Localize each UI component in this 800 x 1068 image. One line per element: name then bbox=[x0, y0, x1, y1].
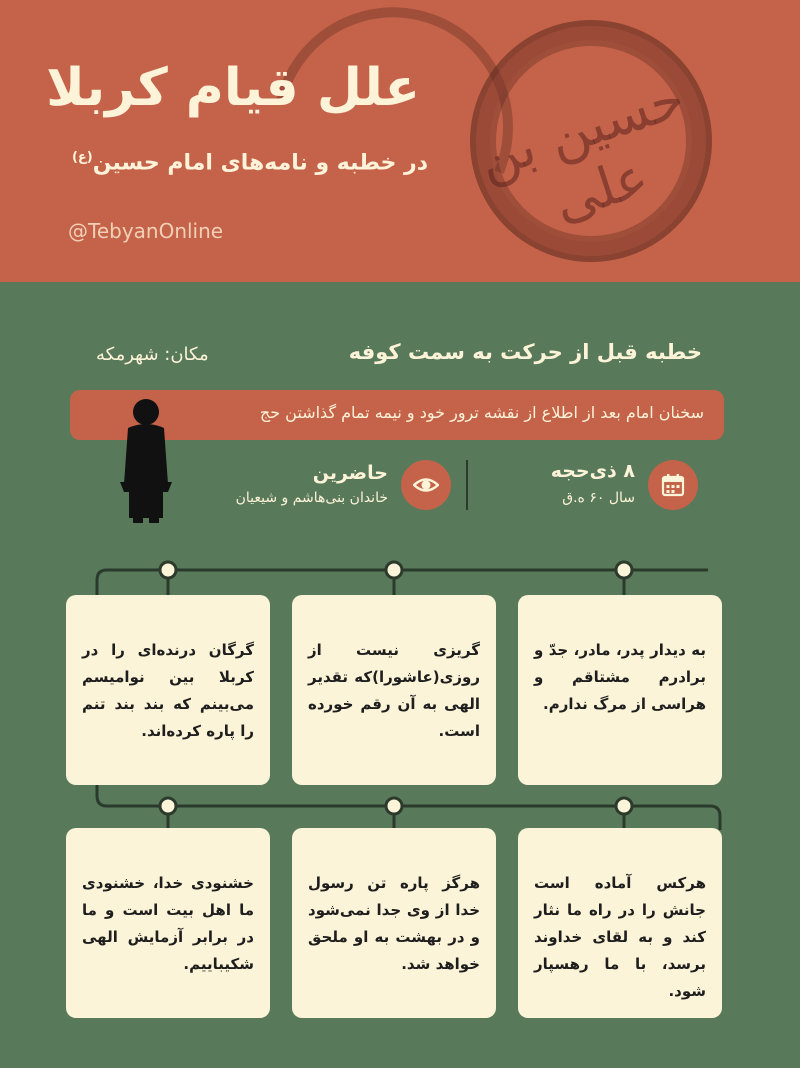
page-title: علل قیام کربلا bbox=[46, 58, 420, 118]
quote-card-2 bbox=[292, 595, 496, 785]
place-label: مکان: شهرمکه bbox=[96, 344, 209, 365]
quote-text-4: هرکس آماده است جانش را در راه ما نثار کند و به لقای خداوند برسد، با ما رهسپار شود. bbox=[534, 874, 706, 1000]
attendees-subtitle: خاندان بنی‌هاشم و شیعیان bbox=[235, 490, 388, 506]
quote-text-5: هرگز پاره تن رسول خدا از وی جدا نمی‌شود و در بهشت به او ملحق خواهد شد. bbox=[308, 874, 480, 973]
speech-title: خطبه قبل از حرکت به سمت کوفه bbox=[348, 340, 702, 364]
quote-card-1 bbox=[518, 595, 722, 785]
seal-lettering: حسین بن علی bbox=[470, 66, 692, 234]
subtitle-honorific: (ع) bbox=[71, 150, 93, 165]
quote-text-2: گریزی نیست از روزی(عاشورا)که تقدیر الهی به آن رقم خورده است. bbox=[308, 641, 480, 740]
attendees-title: حاضرین bbox=[312, 462, 388, 484]
quote-card-3 bbox=[66, 595, 270, 785]
quote-card-4 bbox=[518, 828, 722, 1018]
subtitle-text: در خطبه و نامه‌های امام حسین bbox=[92, 150, 428, 176]
date-title: ۸ ذی‌حجه bbox=[550, 460, 635, 482]
date-subtitle: سال ۶۰ ه.ق bbox=[562, 490, 635, 506]
quote-card-5 bbox=[292, 828, 496, 1018]
social-handle: @TebyanOnline bbox=[68, 219, 224, 243]
quote-card-6 bbox=[66, 828, 270, 1018]
quote-text-1: به دیدار پدر، مادر، جدّ و برادرم مشتاقم و هراسی از مرگ ندارم. bbox=[534, 641, 706, 713]
quote-text-3: گرگان درنده‌ای را در کربلا بین نوامیسم می‌بینم که بند بند تنم را پاره کرده‌اند. bbox=[82, 641, 254, 740]
quote-text-6: خشنودی خدا، خشنودی ما اهل بیت است و ما در برابر آزمایش الهی شکیباییم. bbox=[82, 874, 254, 973]
context-banner-text: سخنان امام بعد از اطلاع از نقشه ترور خود و نیمه تمام گذاشتن حج bbox=[259, 403, 704, 422]
